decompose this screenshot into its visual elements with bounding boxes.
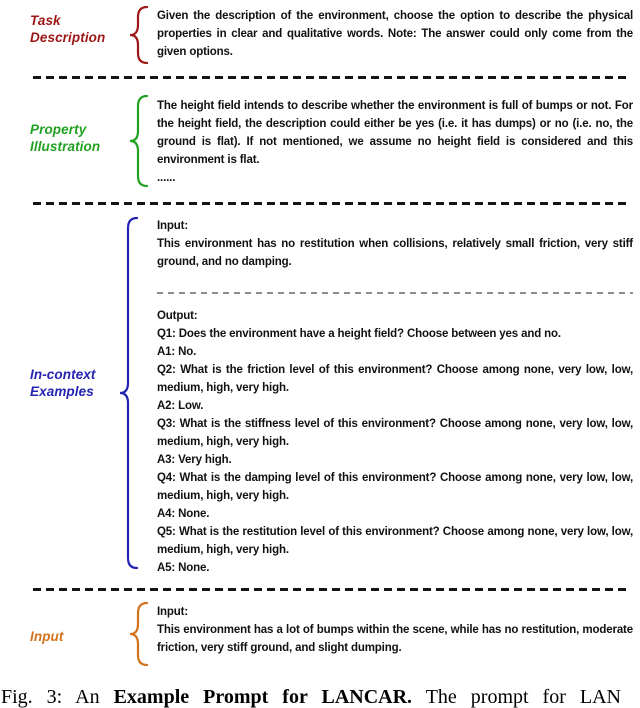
query-input-block xyxy=(157,603,633,657)
curly-brace-path xyxy=(130,603,147,665)
label-line: Input xyxy=(30,629,64,644)
curly-brace-icon xyxy=(118,217,140,569)
figure-caption xyxy=(1,687,640,708)
task-description-text: Given the description of the environment, choose the option to describe the physical properties in clear and qualitative words. Note: The answer could only come from the given options. xyxy=(157,10,633,58)
label-line: Illustration xyxy=(30,139,101,154)
example-input-heading: Input: xyxy=(157,220,189,232)
caption-prefix: Fig. 3: An xyxy=(1,686,100,708)
qa-line: Q3: What is the stiffness level of this environment? Choose among none, very low, low, medium, high, very high. xyxy=(157,418,633,448)
ellipsis-text: ...... xyxy=(157,172,176,184)
qa-line: Q1: Does the environment have a height field? Choose between yes and no. xyxy=(157,328,561,340)
section-divider xyxy=(33,202,630,205)
qa-line: A3: Very high. xyxy=(157,454,232,466)
curly-brace-path xyxy=(130,7,147,63)
in-context-examples-block xyxy=(157,217,633,577)
curly-brace-path xyxy=(130,96,147,186)
section-label-input xyxy=(30,628,140,645)
qa-line: A2: Low. xyxy=(157,400,204,412)
query-input-heading: Input: xyxy=(157,606,189,618)
label-line: In-context xyxy=(30,367,96,382)
inner-divider xyxy=(157,292,633,294)
label-line: Description xyxy=(30,30,106,45)
qa-line: Q2: What is the friction level of this environment? Choose among none, very low, low, medium, high, very high. xyxy=(157,364,633,394)
qa-line: A5: None. xyxy=(157,562,210,574)
caption-title: Example Prompt for LANCAR. xyxy=(113,686,413,708)
property-illustration-text: The height field intends to describe whether the environment is full of bumps or not. For the height field, the description could either be yes (i.e. it has dumps) or no (i.e. no, the ground is flat). If not mentioned, we assume no height field is considered and this environment is flat. xyxy=(157,100,633,166)
property-illustration-block xyxy=(157,97,633,187)
section-label-property-illustration xyxy=(30,121,140,155)
curly-brace-path xyxy=(120,218,137,568)
qa-line: A4: None. xyxy=(157,508,210,520)
example-output-heading: Output: xyxy=(157,310,198,322)
section-divider xyxy=(33,588,630,591)
caption-suffix: The prompt for LAN xyxy=(425,686,621,708)
label-line: Examples xyxy=(30,384,94,399)
qa-list xyxy=(157,325,633,577)
qa-line: A1: No. xyxy=(157,346,197,358)
query-input-text: This environment has a lot of bumps within the scene, while has no restitution, moderate friction, very stiff ground, and slight dumping. xyxy=(157,624,633,654)
label-line: Property xyxy=(30,122,87,137)
section-label-task-description xyxy=(30,12,140,46)
curly-brace-icon xyxy=(128,602,150,666)
curly-brace-icon xyxy=(128,95,150,187)
curly-brace-icon xyxy=(128,6,150,64)
qa-line: Q5: What is the restitution level of this environment? Choose among none, very low, low, medium, high, very high. xyxy=(157,526,633,556)
label-line: Task xyxy=(30,13,61,28)
example-input-text: This environment has no restitution when collisions, relatively small friction, very stiff ground, and no damping. xyxy=(157,238,633,268)
section-divider xyxy=(33,76,630,79)
qa-line: Q4: What is the damping level of this environment? Choose among none, very low, low, medium, high, very high. xyxy=(157,472,633,502)
